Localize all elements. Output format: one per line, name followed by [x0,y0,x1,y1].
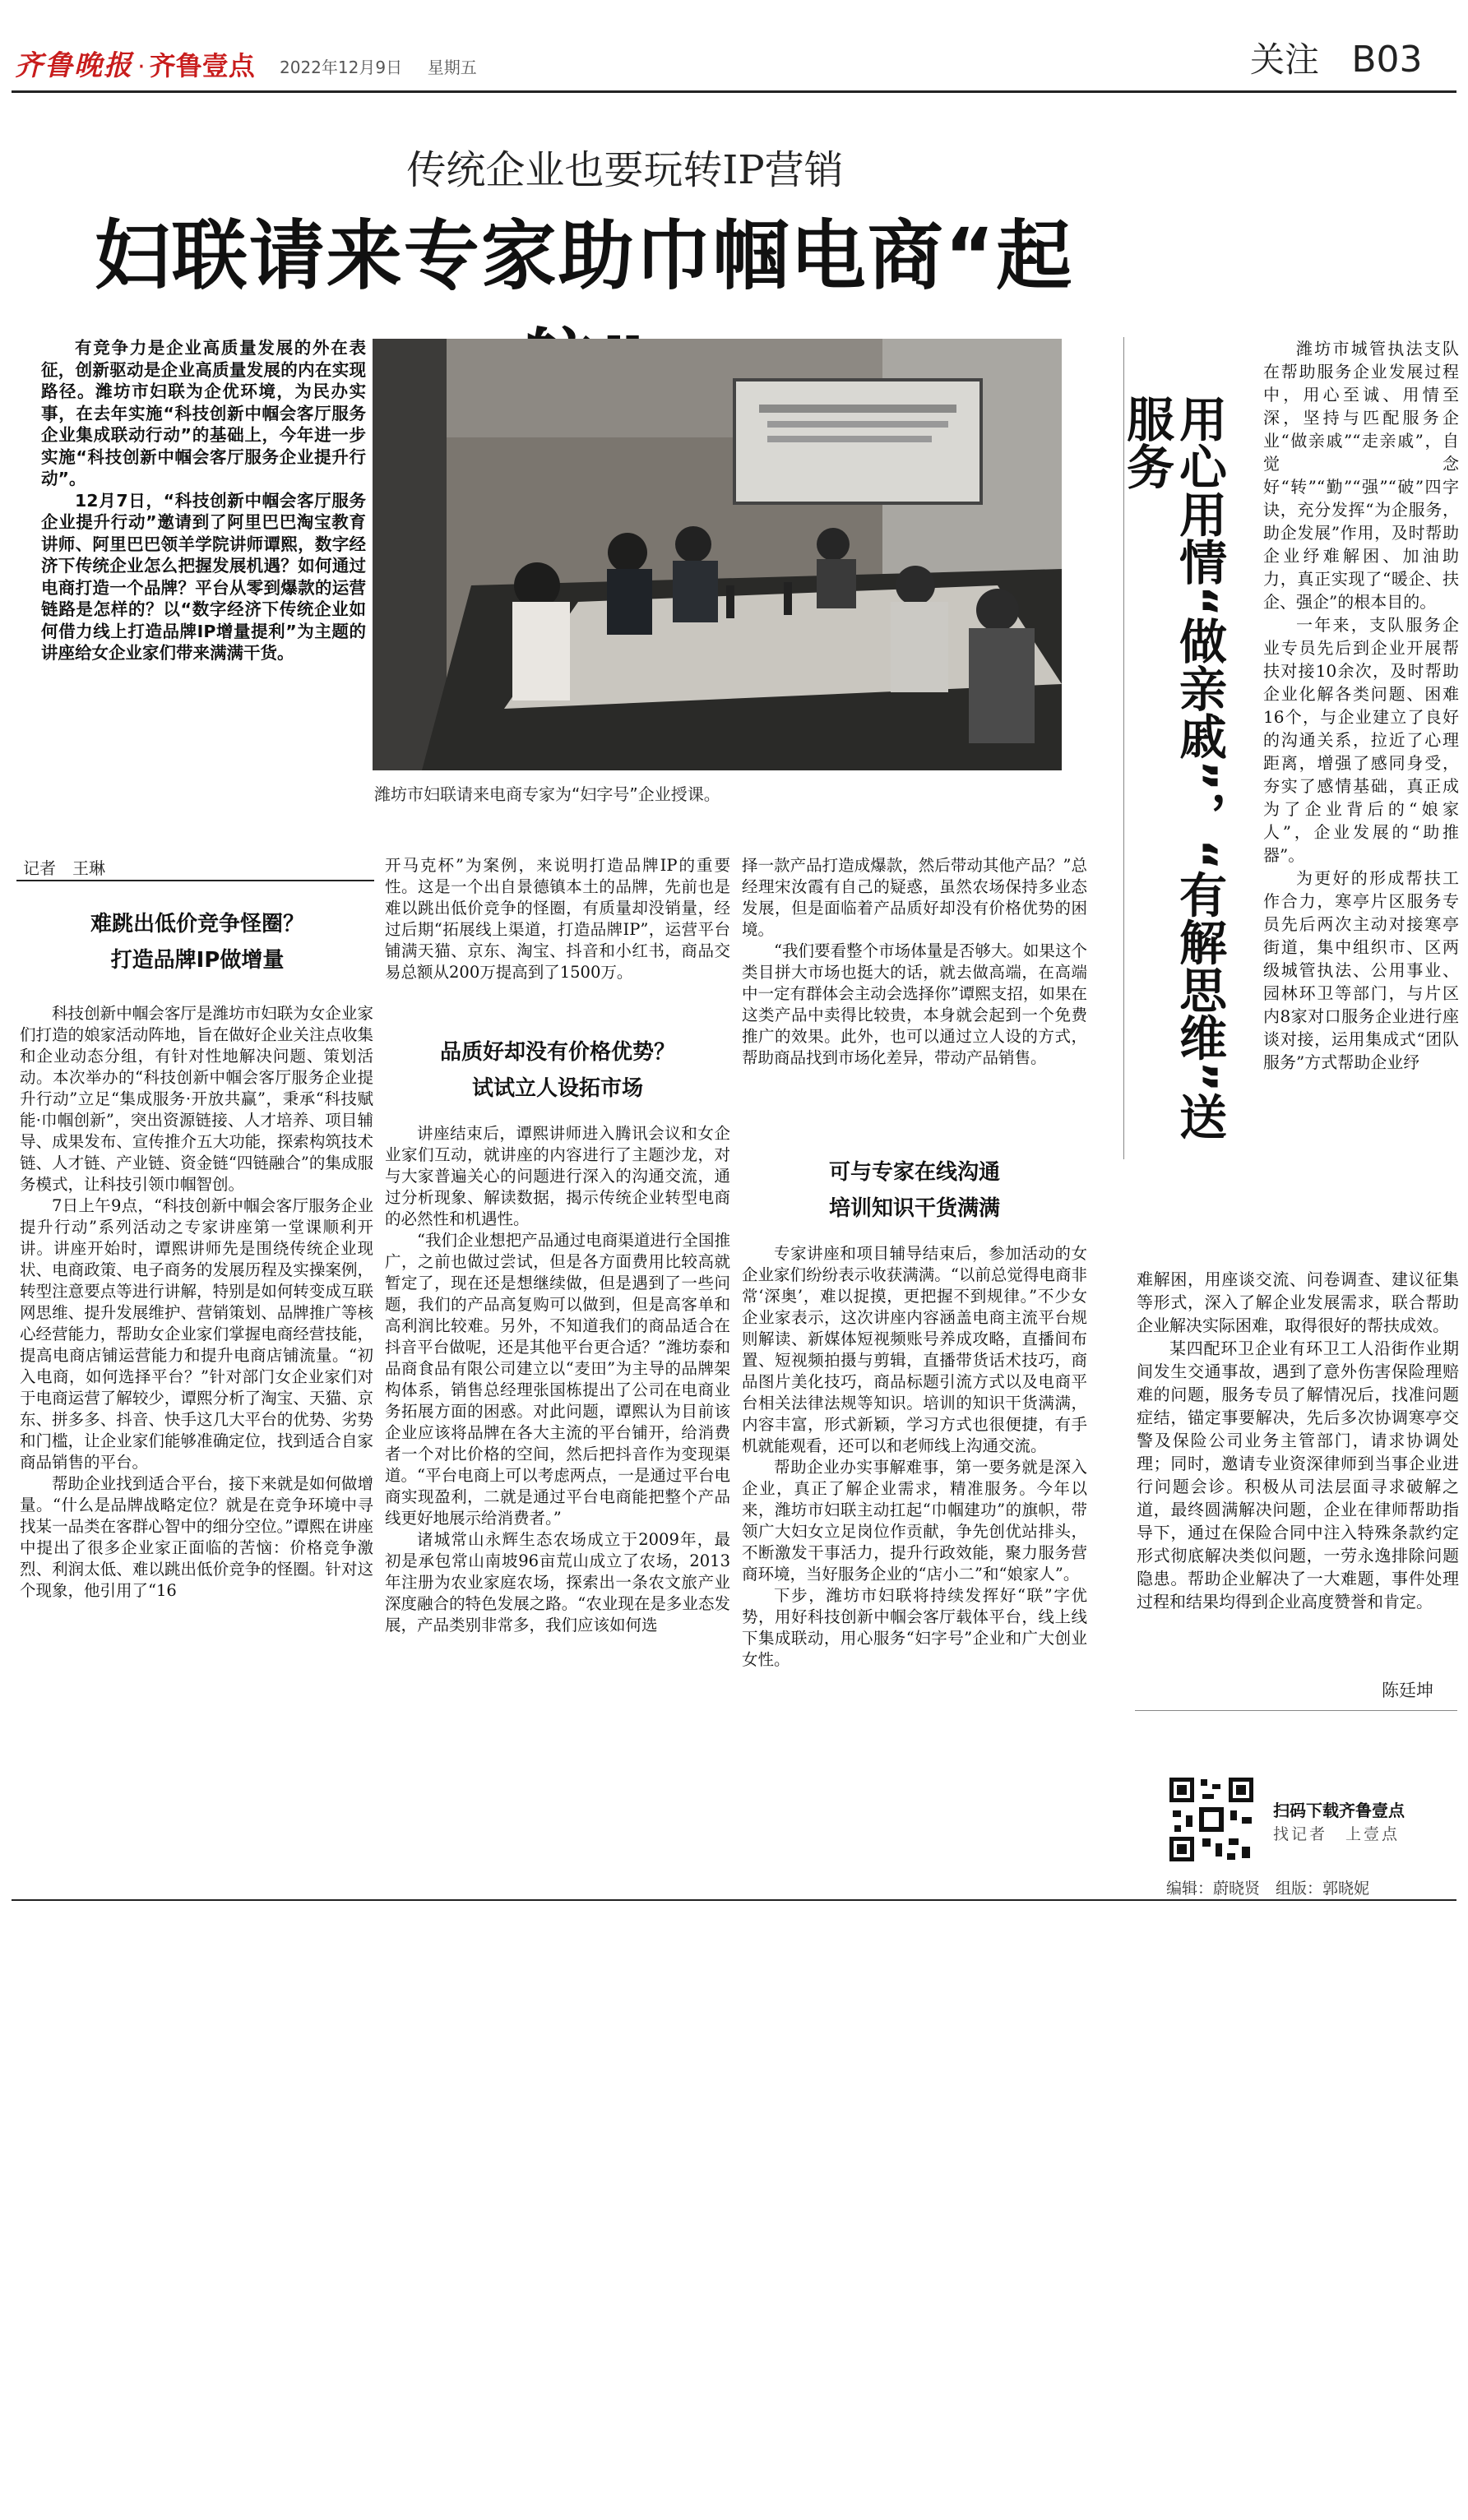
reporter-rule [16,880,374,881]
lead-text [41,337,366,664]
masthead-logo: 齐鲁晚报 · 齐鲁壹点 [15,49,255,82]
subhead-3-line-1: 可与专家在线沟通 [828,1160,1000,1185]
side-para-2: 一年来，支队服务企业专员先后到企业开展帮扶对接10余次，及时帮助企业化解各类问题、困难16个，与企业建立了良好的沟通关系，拉近了心理距离，增强了感同身受，夯实了感情基础，真正成为了企业背后的“娘家人”，企业发展的“助推器”。 [1263,615,1459,865]
logo-sub: 齐鲁壹点 [149,50,255,81]
issue-date [280,54,477,78]
lead-para-1: 有竞争力是企业高质量发展的外在表征，创新驱动是企业高质量发展的内在实现路径。潍坊市妇联为企优环境，为民办实事，在去年实施“科技创新中帼会客厅服务企业集成联动行动”的基础上，今年进一步实施“科技创新中帼会客厅服务企业提升行动”。 [41,338,366,488]
col1-para-1: 科技创新中帼会客厅是潍坊市妇联为女企业家们打造的娘家活动阵地，旨在做好企业关注点收集和企业动态分组，有针对性地解决问题、策划活动。本次举办的“科技创新中帼会客厅服务企业提升行动”立足“集成服务·开放共赢”，秉承“科技赋能·巾帼创新”，突出资源链接、人才培养、项目辅导、成果发布、宣传推介五大功能，探索构筑技术链、人才链、产业链、资金链“四链融合”的集成服务模式，让科技引领巾帼智创。 [20,1004,373,1194]
section-name: 关注 [1250,39,1320,80]
column-2-body [385,1123,730,1636]
subhead-2-line-2: 试试立人设拓市场 [471,1076,643,1101]
side-column-top [1263,337,1459,1074]
column-1 [20,1003,373,1602]
col2-para-4: 诸城常山永辉生态农场成立于2009年，最初是承包常山南坡96亩荒山成立了农场，2013年注册为农业家庭农场，探索出一条农文旅产业深度融合的特色发展之路。“农业现在是多业态发展，产品类别非常多，我们应该如何选 [385,1530,730,1635]
column-3-top [742,855,1087,1069]
page-number: B03 [1351,39,1423,81]
qr-code[interactable] [1166,1774,1257,1865]
col2-para-3: “我们企业想把产品通过电商渠道进行全国推广，之前也做过尝试，但是各方面费用比较高就暂定了，现在还是想继续做，但是遇到了一些问题，我们的产品高复购可以做到，但是高客单和高利润比较难。另外，不知道我们的商品适合在抖音平台做呢，还是其他平台更合适？”潍坊泰和品商食品有限公司建立以“麦田”为主导的品牌架构体系，销售总经理张国栋提出了公司在电商业务拓展方面的困惑。对此问题，谭熙认为目前该企业应该将品牌在各大主流的平台铺开，给消费者一个对比价格的空间，然后把抖音作为变现渠道。“平台电商上可以考虑两点，一是通过平台电商实现盈利，二就是通过平台电商能把整个产品线更好地展示给消费者。” [385,1231,730,1528]
subhead-3-line-2: 培训知识干货满满 [828,1196,1000,1221]
photo-caption: 潍坊市妇联请来电商专家为“妇字号”企业授课。 [374,784,720,804]
qr-reporter: 找记者 上壹点 [1273,1825,1401,1843]
photo-illustration [373,339,1062,770]
col2-para-2: 讲座结束后，谭熙讲师进入腾讯会议和女企业家们互动，就讲座的内容进行了主题沙龙，对与大家普遍关心的问题进行深入的沟通交流，通过分析现象、解读数据，揭示传统企业转型电商的必然性和机遇性。 [385,1124,730,1228]
qr-code-icon [1166,1774,1257,1865]
lead-para-2: 12月7日，“科技创新中帼会客厅服务企业提升行动”邀请到了阿里巴巴淘宝教育讲师、阿里巴巴领羊学院讲师谭熙，数字经济下传统企业怎么把握发展机遇？如何通过电商打造一个品牌？平台从零到爆款的运营链路是怎样的？以“数字经济下传统企业如何借力线上打造品牌IP增量提利”为主题的讲座给女企业家们带来满满干货。 [41,490,366,663]
section-label [1250,33,1423,82]
kicker: 传统企业也要玩转IP营销 [406,147,844,193]
subhead-1 [21,906,374,978]
side-para-4: 难解困，用座谈交流、问卷调查、建议征集等形式，深入了解企业发展需求，联合帮助企业解决实际困难，取得很好的帮扶成效。 [1137,1269,1459,1335]
side-headline: 用心用情“做亲戚”，“有解思维”送服务 [1118,395,1227,1140]
qr-rule [1135,1710,1457,1711]
bottom-rule [12,1899,1456,1901]
col3-para-3: 专家讲座和项目辅导结束后，参加活动的女企业家们纷纷表示收获满满。“以前总觉得电商非常‘深奥’，难以捉摸，更把握不到规律。”不少女企业家表示，这次讲座内容涵盖电商主流平台规则解读、新媒体短视频账号养成攻略，直播间布置、短视频拍摄与剪辑，直播带货话术技巧，商品图片美化技巧，商品标题引流方式以及电商平台相关法律法规等知识。培训的知识干货满满，内容丰富，形式新颖，学习方式也很便捷，有手机就能观看，还可以和老师线上沟通交流。 [742,1244,1087,1455]
side-para-3: 为更好的形成帮扶工作合力，寒亭片区服务专员先后两次主动对接寒亭街道，集中组织市、区两级城管执法、公用事业、园林环卫等部门，与片区内8家对口服务企业进行座谈对接，运用集成式“团队服务”方式帮助企业纾 [1263,868,1459,1072]
column-2-top [385,855,730,983]
col3-para-5: 下步，潍坊市妇联将持续发挥好“联”字优势，用好科技创新中帼会客厅载体平台，线上线下集成联动，用心服务“妇字号”企业和广大创业女性。 [742,1586,1087,1669]
subhead-1-line-1: 难跳出低价竞争怪圈？ [90,912,304,936]
column-3-body [742,1243,1087,1671]
weekday-text: 星期五 [427,58,477,77]
col1-para-2: 7日上午9点，“科技创新中帼会客厅服务企业提升行动”系列活动之专家讲座第一堂课顺利开讲。讲座开始时，谭熙讲师先是围绕传统企业现状、电商政策、电子商务的发展历程及实操案例，转型注意要点等进行讲解，特别是如何转变成互联网思维、提升发展维护、营销策划、品牌推广等核心经营能力，帮助女企业家们掌握电商经营技能，提高电商店铺运营能力和提升电商店铺流量。“初入电商，如何选择平台？”针对部门女企业家们对于电商运营了解较少，谭熙分析了淘宝、天猫、京东、拼多多、抖音、快手这几大平台的优势、劣势和门槛，让企业家们能够准确定位，找到适合自家商品销售的平台。 [20,1196,373,1472]
side-para-1: 潍坊市城管执法支队在帮助服务企业发展过程中，用心至诚、用情至深，坚持与匹配服务企业“做亲戚”“走亲戚”，自觉念好“转”“勤”“强”“破”四字诀，充分发挥“为企服务，助企发展”作用，及时帮助企业纾难解困、加油助力，真正实现了“暖企、扶企、强企”的根本目的。 [1263,339,1459,612]
news-photo [373,339,1062,770]
side-author: 陈廷坤 [1382,1681,1433,1700]
logo-main: 齐鲁晚报 [15,49,133,82]
col3-para-1: 择一款产品打造成爆款，然后带动其他产品？”总经理宋汝霞有自己的疑惑，虽然农场保持多业态发展，但是面临着产品质好却没有价格优势的困境。 [742,856,1087,939]
col3-para-2: “我们要看整个市场体量是否够大。如果这个类目拼大市场也挺大的话，就去做高端，在高端中一定有群体会主动会选择你”谭熙支招，如果在这类产品中卖得比较贵，本身就会起到一个免费推广的效果。此外，也可以通过立人设的方式，帮助商品找到市场化差异，带动产品销售。 [742,941,1087,1067]
subhead-2 [385,1034,730,1107]
side-para-5: 某四配环卫企业有环卫工人沿街作业期间发生交通事故，遇到了意外伤害保险理赔难的问题，服务专员了解情况后，找准问题症结，锚定事要解决，先后多次协调寒亭交警及保险公司业务主管部门，请求协调处理；同时，邀请专业资深律师到当事企业进行问题会诊。积极从司法层面寻求破解之道，最终圆满解决问题，企业在律师帮助指导下，通过在保险合同中注入特殊条款约定形式彻底解决类似问题，一劳永逸排除问题隐患。帮助企业解决了一大难题，事件处理过程和结果均得到企业高度赞誉和肯定。 [1137,1339,1459,1611]
subhead-2-line-1: 品质好却没有价格优势？ [439,1040,675,1065]
col1-para-3: 帮助企业找到适合平台，接下来就是如何做增量。“什么是品牌战略定位？就是在竞争环境中寻找某一品类在客群心智中的细分空位。”谭熙在讲座中提出了很多企业家正面临的苦恼：价格竞争激烈、利润太低、难以跳出低价竞争的怪圈。针对这个现象，他引用了“16 [20,1474,373,1600]
editor-line: 编辑：蔚晓贤 组版：郭晓妮 [1166,1880,1370,1898]
reporter-line: 记者 王琳 [23,858,105,878]
col3-para-4: 帮助企业办实事解难事，第一要务就是深入企业，真正了解企业需求，精准服务。今年以来，潍坊市妇联主动扛起“巾帼建功”的旗帜，带领广大妇女立足岗位作贡献，争先创优站排头，不断激发干事活力，提升行政效能，聚力服务营商环境，当好服务企业的“店小二”和“娘家人”。 [742,1458,1087,1584]
qr-label: 扫码下载齐鲁壹点 [1273,1801,1405,1820]
headline: 妇联请来专家助巾帼电商“起 [94,212,1074,300]
header-rule [12,90,1456,93]
date-text: 2022年12月9日 [280,58,403,77]
side-column-bottom [1137,1268,1459,1613]
subhead-1-line-2: 打造品牌IP做增量 [110,948,285,973]
col2-para-1: 开马克杯”为案例，来说明打造品牌IP的重要性。这是一个出自景德镇本土的品牌，先前也是难以跳出低价竞争的怪圈，有质量却没销量，经过后期“拓展线上渠道，打造品牌IP”，运营平台铺满天猫、京东、淘宝、抖音和小红书，商品交易总额从200万提高到了1500万。 [385,856,730,982]
subhead-3 [742,1154,1087,1227]
